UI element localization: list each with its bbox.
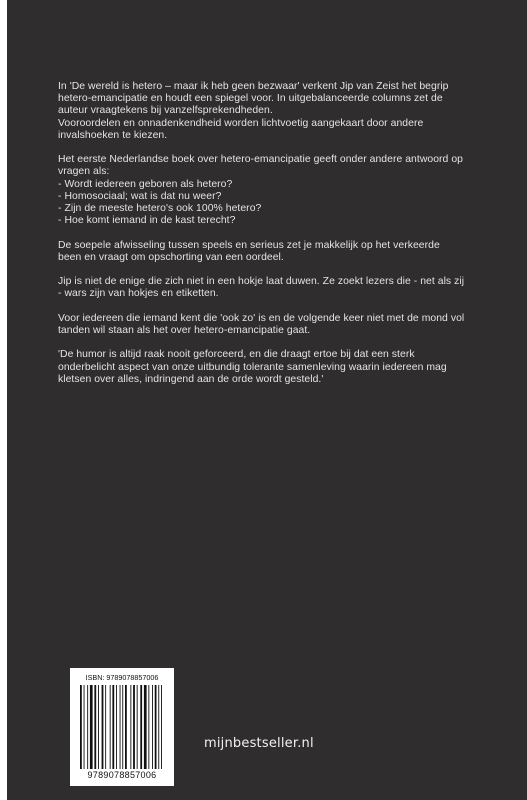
barcode-bar — [102, 685, 104, 769]
barcode-bar — [105, 685, 106, 769]
blurb-line: De soepele afwisseling tussen speels en serieus zet je makkelijk op het verkeerde — [58, 239, 440, 251]
blurb-line: Jip is niet de enige die zich niet in een hokje laat duwen. Ze zoekt lezers die - net als zij — [58, 276, 465, 288]
question-item: - Hoe komt iemand in de kast terecht? — [58, 215, 236, 227]
blurb-line: auteur vraagtekens bij vanzelfsprekendheden. — [58, 105, 273, 117]
barcode-bar — [80, 685, 82, 769]
blurb-line: Vooroordelen en onnadenkendheid worden lichtvoetig aangekaart door andere — [58, 117, 424, 129]
barcode-bar — [122, 685, 123, 769]
back-cover — [7, 0, 527, 800]
barcode-bar — [125, 685, 127, 769]
barcode-bar — [90, 685, 93, 769]
barcode-bar — [110, 685, 111, 769]
barcode-bar — [148, 685, 149, 769]
quote-line: onderbelicht aspect van onze uitbundig tolerante samenleving waarin iedereen mag — [58, 361, 447, 373]
barcode-bar — [84, 685, 85, 769]
question-item: - Zijn de meeste hetero's ook 100% hetero? — [58, 203, 262, 215]
question-item: - Wordt iedereen geboren als hetero? — [58, 178, 233, 190]
question-item: - Homosociaal; wat is dat nu weer? — [58, 190, 222, 202]
blurb-line: been en vraagt om opschorting van een oordeel. — [58, 251, 284, 263]
isbn-barcode — [70, 668, 174, 786]
barcode-bar — [98, 685, 99, 769]
blurb-line: tanden wil staan als het over hetero-emancipatie gaat. — [58, 325, 311, 336]
barcode-number: 9789078857006 — [87, 770, 157, 780]
blurb-line: Het eerste Nederlandse boek over hetero-emancipatie geeft onder andere antwoord op — [58, 154, 463, 166]
blurb-line: Voor iedereen die iemand kent die 'ook zo' is en de volgende keer niet met de mond vol — [58, 312, 465, 324]
barcode-bar — [152, 685, 153, 769]
blurb-line: In 'De wereld is hetero – maar ik heb geen bezwaar' verkent Jip van Zeist het begrip — [58, 81, 449, 92]
barcode-bar — [144, 685, 147, 769]
barcode-bar — [120, 685, 121, 769]
barcode-bar — [137, 685, 138, 769]
barcode-bar — [133, 685, 135, 769]
publisher-logo: mijnbestseller.nl — [204, 736, 314, 751]
quote-line: kletsen over alles, indringend aan de orde wordt gesteld.' — [58, 373, 324, 385]
blurb-line: hetero-emancipatie en houdt een spiegel voor. In uitgebalanceerde columns zet de — [58, 93, 443, 105]
blurb-text — [58, 81, 498, 386]
barcode-bar — [140, 685, 142, 769]
blurb-line: invalshoeken te kiezen. — [58, 129, 168, 141]
blurb-line: vragen als: — [58, 166, 110, 178]
isbn-label: ISBN: 9789078857006 — [85, 673, 159, 682]
barcode-bar — [116, 685, 117, 769]
barcode-bar — [94, 685, 96, 769]
barcode-bar — [130, 685, 131, 769]
blurb-line: - wars zijn van hokjes en etiketten. — [58, 288, 219, 300]
barcode-bar — [161, 685, 162, 769]
barcode-bar — [87, 685, 88, 769]
barcode-bars — [80, 685, 164, 769]
barcode-bar — [155, 685, 157, 769]
barcode-bar — [158, 685, 159, 769]
barcode-bar — [112, 685, 114, 769]
quote-line: 'De humor is altijd raak nooit geforceerd, en die draagt ertoe bij dat een sterk — [58, 349, 415, 361]
